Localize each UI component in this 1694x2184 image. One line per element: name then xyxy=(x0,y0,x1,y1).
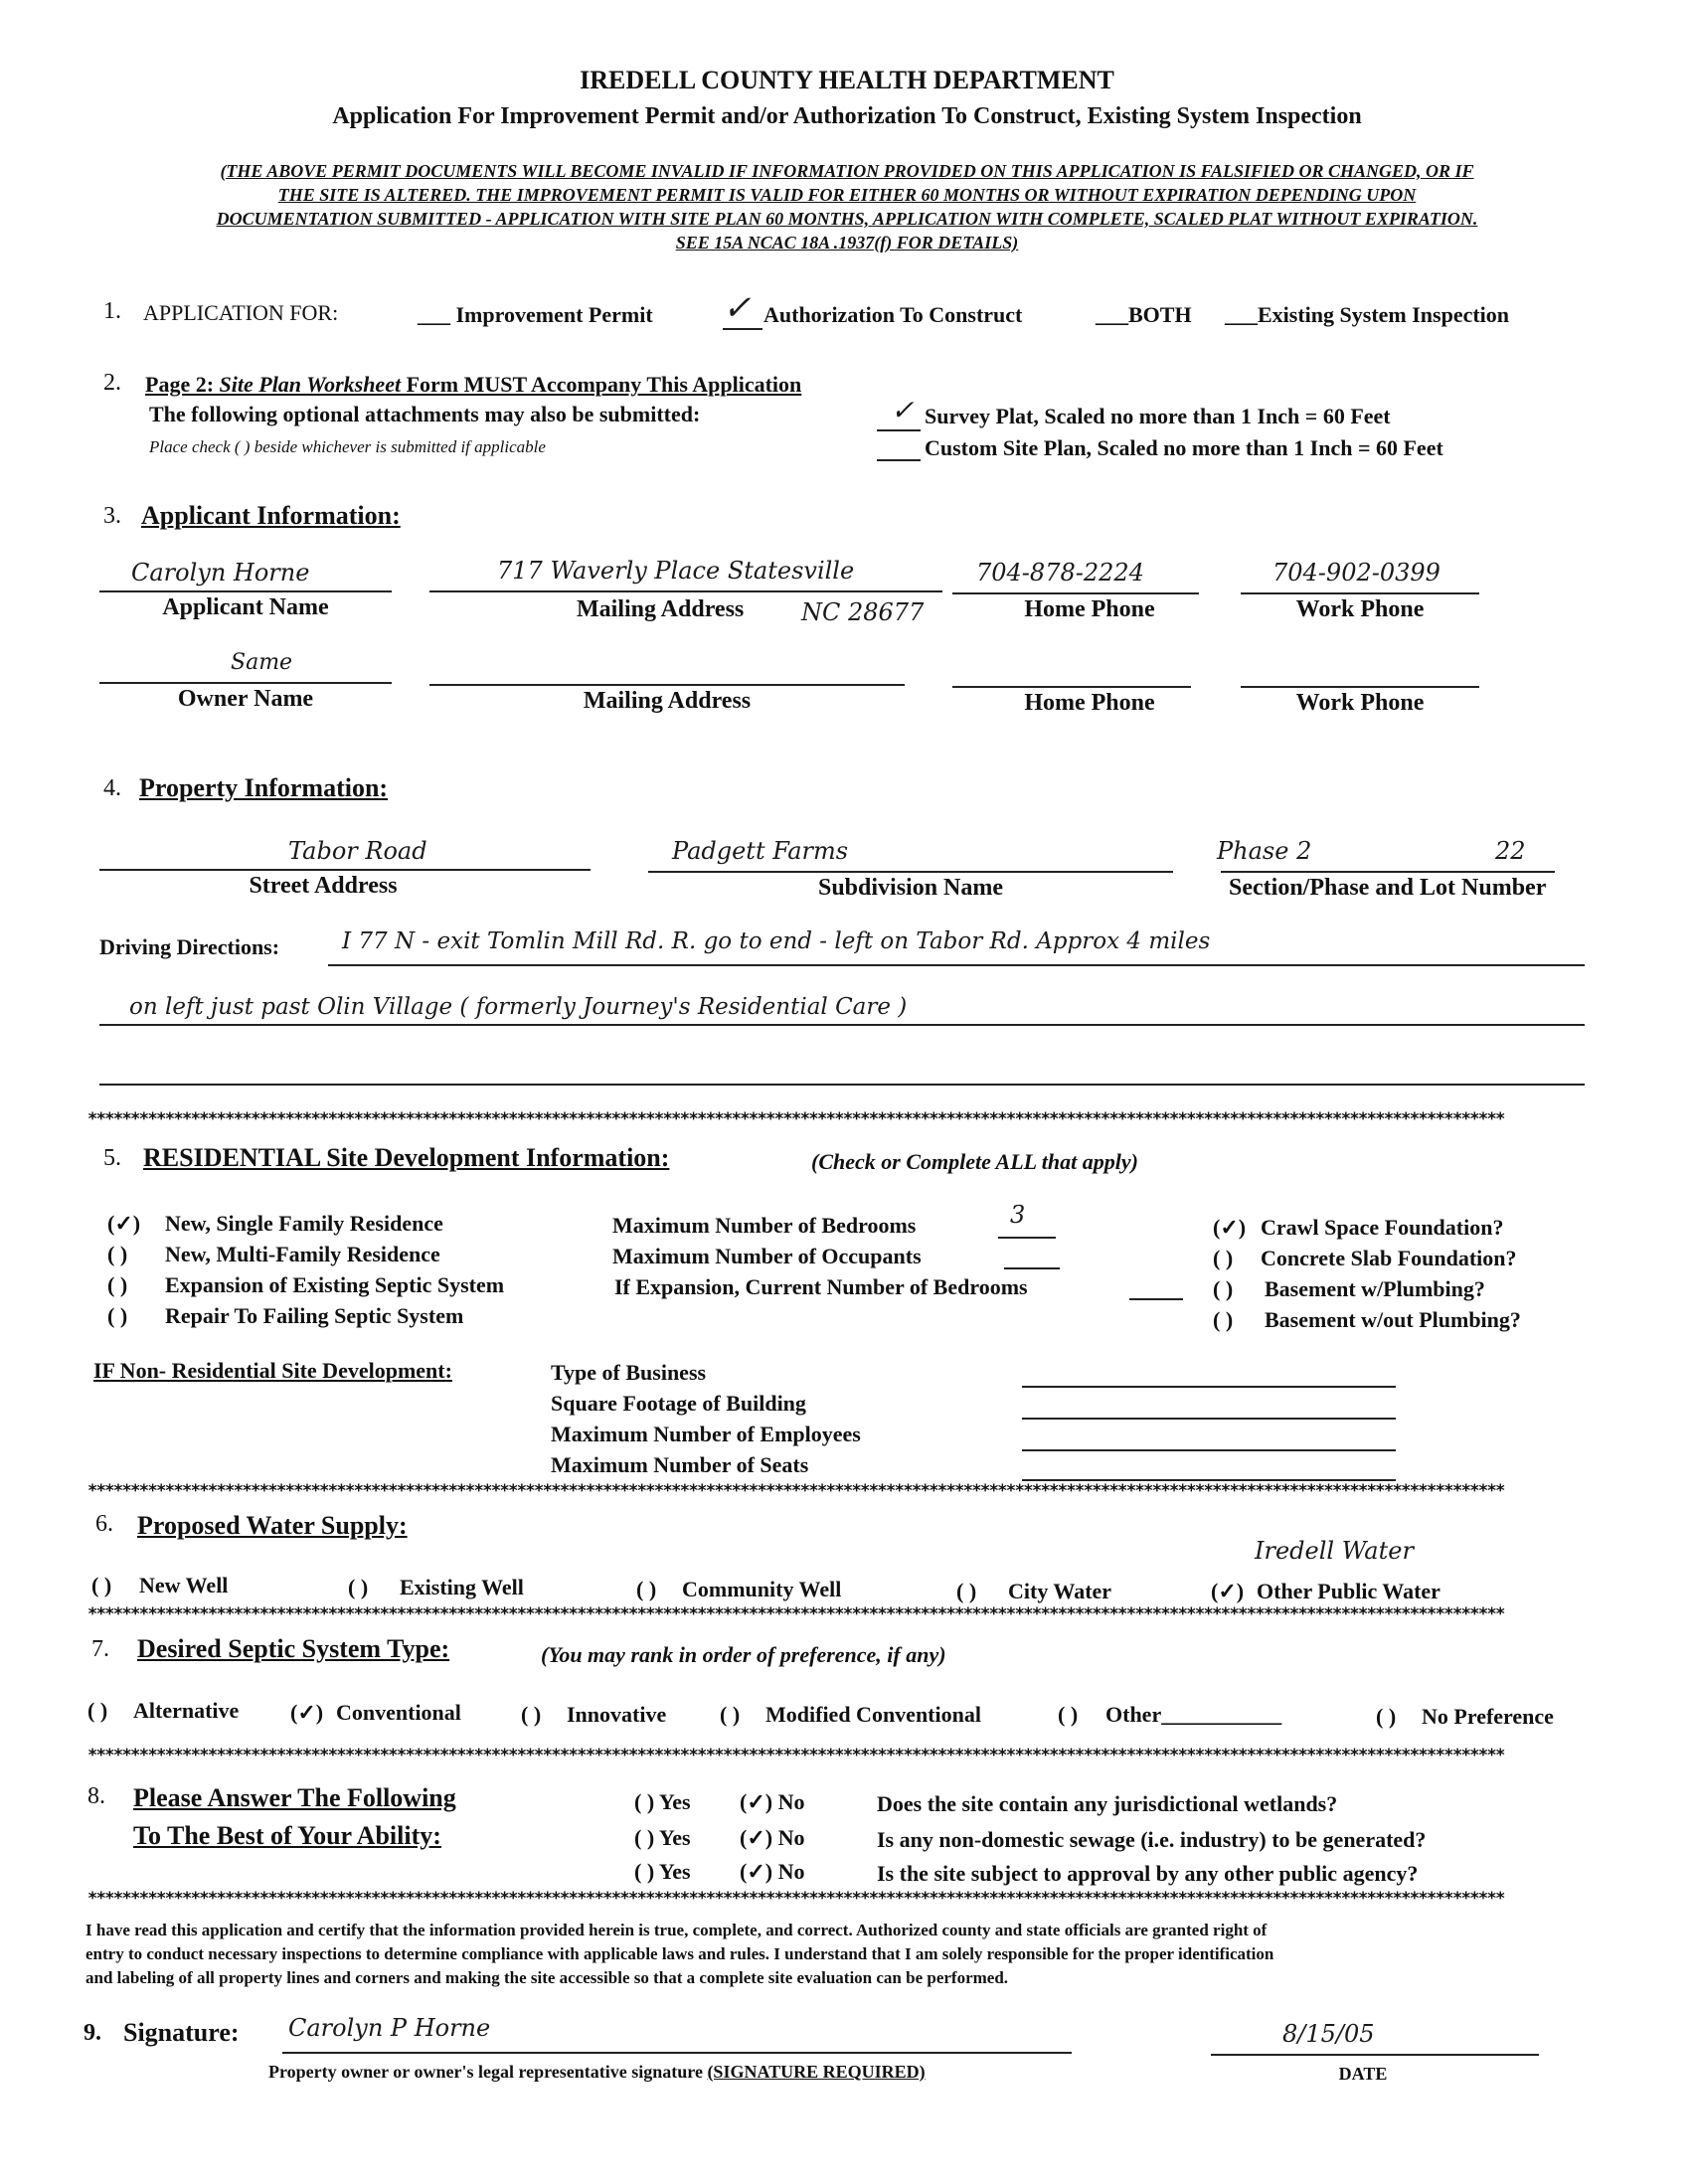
section-phase-lot-label: Section/Phase and Lot Number xyxy=(1229,875,1547,901)
subdivision-label: Subdivision Name xyxy=(817,875,1004,901)
mailing-address-label: Mailing Address xyxy=(577,596,745,622)
owner-home-phone-label: Home Phone xyxy=(1024,690,1155,716)
owner-name-value[interactable]: Same xyxy=(231,650,293,675)
home-phone-value[interactable]: 704-878-2224 xyxy=(976,559,1144,587)
notice-line-3: DOCUMENTATION SUBMITTED - APPLICATION WITH SITE PLAN 60 MONTHS, APPLICATION WITH COMPLETE, SCALED PLAT WITHOUT EXPIRATION. xyxy=(216,209,1478,229)
water-option-mark[interactable]: ( ) xyxy=(956,1579,977,1603)
lot-number-value[interactable]: 22 xyxy=(1495,837,1526,865)
foundation-label: Crawl Space Foundation? xyxy=(1261,1215,1504,1240)
water-option-mark[interactable]: ( ) xyxy=(348,1575,369,1599)
max-employees-label: Maximum Number of Employees xyxy=(551,1422,861,1446)
directions-line-1[interactable]: I 77 N - exit Tomlin Mill Rd. R. go to end - left on Tabor Rd. Approx 4 miles xyxy=(342,928,1211,954)
foundation-mark[interactable]: (✓) xyxy=(1213,1215,1247,1240)
owner-work-phone-label: Work Phone xyxy=(1295,690,1425,716)
section-2-number: 2. xyxy=(103,370,121,396)
survey-plat-label: Survey Plat, Scaled no more than 1 Inch = 60 Feet xyxy=(925,404,1391,428)
applicant-info-heading: Applicant Information: xyxy=(141,501,401,530)
septic-option-mark[interactable]: ( ) xyxy=(1058,1702,1079,1727)
question-public-agency: Is the site subject to approval by any other public agency? xyxy=(877,1861,1419,1886)
questions-heading-1: Please Answer The Following xyxy=(133,1783,456,1812)
separator: ********************************************************************************************************************************************************************* xyxy=(87,1746,1504,1765)
res-option-label: Expansion of Existing Septic System xyxy=(165,1272,505,1297)
no-option[interactable]: (✓) No xyxy=(740,1825,805,1850)
notice-line-1: (THE ABOVE PERMIT DOCUMENTS WILL BECOME INVALID IF INFORMATION PROVIDED ON THIS APPLICATION IS FALSIFIED OR CHANGED, OR IF xyxy=(220,161,1474,181)
section-5-number: 5. xyxy=(103,1145,121,1171)
septic-option-label: No Preference xyxy=(1422,1704,1554,1729)
water-supply-heading: Proposed Water Supply: xyxy=(137,1511,408,1540)
certify-line-2: entry to conduct necessary inspections to determine compliance with applicable laws and rules. I understand that I am solely responsible for the proper identification xyxy=(85,1944,1274,1963)
question-wetlands: Does the site contain any jurisdictional wetlands? xyxy=(877,1791,1338,1816)
res-option-mark[interactable]: (✓) xyxy=(107,1211,141,1236)
property-info-heading: Property Information: xyxy=(139,773,389,802)
foundation-mark[interactable]: ( ) xyxy=(1213,1246,1234,1270)
water-option-label: City Water xyxy=(1008,1579,1112,1603)
max-seats-label: Maximum Number of Seats xyxy=(551,1452,809,1477)
section-1-number: 1. xyxy=(103,298,121,324)
questions-heading-2: To The Best of Your Ability: xyxy=(133,1821,441,1850)
applicant-name-label: Applicant Name xyxy=(162,594,329,620)
septic-option-mark[interactable]: ( ) xyxy=(87,1698,108,1723)
check-survey-plat[interactable]: ✓ xyxy=(891,394,915,426)
option-improvement-permit[interactable]: ___ Improvement Permit xyxy=(418,302,653,327)
date-label: DATE xyxy=(1338,2064,1388,2084)
water-option-mark[interactable]: (✓) xyxy=(1211,1579,1245,1603)
section-3-number: 3. xyxy=(103,503,121,529)
non-residential-label: IF Non- Residential Site Development: xyxy=(93,1358,452,1383)
section-6-number: 6. xyxy=(95,1511,113,1537)
max-bedrooms-label: Maximum Number of Bedrooms xyxy=(612,1213,917,1238)
septic-option-label: Alternative xyxy=(133,1698,240,1723)
section-4-number: 4. xyxy=(103,775,121,801)
section-8-number: 8. xyxy=(87,1783,105,1809)
option-authorization-to-construct[interactable]: Authorization To Construct xyxy=(763,302,1023,327)
home-phone-label: Home Phone xyxy=(1024,596,1155,622)
foundation-label: Concrete Slab Foundation? xyxy=(1261,1246,1517,1270)
max-bedrooms-value[interactable]: 3 xyxy=(1010,1201,1026,1229)
applicant-name-value[interactable]: Carolyn Horne xyxy=(131,559,310,587)
septic-option-mark[interactable]: (✓) xyxy=(290,1700,324,1725)
mailing-address-value[interactable]: 717 Waverly Place Statesville xyxy=(497,557,855,585)
res-option-mark[interactable]: ( ) xyxy=(107,1242,128,1266)
driving-directions-label: Driving Directions: xyxy=(99,934,280,959)
septic-option-label: Conventional xyxy=(336,1700,461,1725)
septic-option-mark[interactable]: ( ) xyxy=(720,1702,741,1727)
subdivision-value[interactable]: Padgett Farms xyxy=(672,837,849,865)
residential-note: (Check or Complete ALL that apply) xyxy=(811,1149,1138,1174)
water-option-mark[interactable]: ( ) xyxy=(636,1577,657,1601)
date-value[interactable]: 8/15/05 xyxy=(1282,2020,1375,2048)
street-address-value[interactable]: Tabor Road xyxy=(288,837,427,865)
signature-label: Signature: xyxy=(123,2018,240,2047)
separator: ********************************************************************************************************************************************************************* xyxy=(87,1481,1504,1501)
water-option-mark[interactable]: ( ) xyxy=(91,1573,112,1597)
foundation-label: Basement w/out Plumbing? xyxy=(1265,1307,1521,1332)
section-7-number: 7. xyxy=(91,1636,109,1662)
phase-value[interactable]: Phase 2 xyxy=(1217,837,1312,865)
separator: ********************************************************************************************************************************************************************* xyxy=(87,1604,1504,1624)
certify-line-1: I have read this application and certify that the information provided herein is true, complete, and correct. Authorized county and state officials are granted right of xyxy=(85,1921,1268,1939)
res-option-label: New, Multi-Family Residence xyxy=(165,1242,440,1266)
expansion-bedrooms-label: If Expansion, Current Number of Bedrooms xyxy=(614,1274,1028,1299)
check-authorization[interactable]: ✓ xyxy=(723,288,752,328)
foundation-mark[interactable]: ( ) xyxy=(1213,1276,1234,1301)
water-option-label: New Well xyxy=(139,1573,229,1597)
yes-option[interactable]: ( ) Yes xyxy=(634,1825,691,1850)
signature-caption: Property owner or owner's legal representative signature (SIGNATURE REQUIRED) xyxy=(268,2062,926,2082)
site-plan-heading: Page 2: Site Plan Worksheet Form MUST Accompany This Application xyxy=(145,372,802,397)
work-phone-value[interactable]: 704-902-0399 xyxy=(1272,559,1440,587)
work-phone-label: Work Phone xyxy=(1295,596,1425,622)
water-option-label: Community Well xyxy=(682,1577,842,1601)
other-water-value[interactable]: Iredell Water xyxy=(1255,1537,1414,1565)
question-sewage: Is any non-domestic sewage (i.e. industry) to be generated? xyxy=(877,1827,1427,1852)
no-option[interactable]: (✓) No xyxy=(740,1789,805,1814)
type-of-business-label: Type of Business xyxy=(551,1360,707,1385)
max-occupants-label: Maximum Number of Occupants xyxy=(612,1244,922,1268)
owner-mailing-address-label: Mailing Address xyxy=(583,688,752,714)
place-check-note: Place check ( ) beside whichever is submitted if applicable xyxy=(149,437,546,456)
septic-option-mark[interactable]: ( ) xyxy=(1376,1704,1397,1729)
separator: ********************************************************************************************************************************************************************* xyxy=(87,1109,1504,1129)
foundation-label: Basement w/Plumbing? xyxy=(1265,1276,1485,1301)
street-address-label: Street Address xyxy=(249,873,398,899)
application-for-label: APPLICATION FOR: xyxy=(143,300,339,325)
square-footage-label: Square Footage of Building xyxy=(551,1391,806,1416)
yes-option[interactable]: ( ) Yes xyxy=(634,1859,691,1884)
option-existing-system-inspection[interactable]: ___Existing System Inspection xyxy=(1225,302,1510,327)
septic-option-label: Modified Conventional xyxy=(765,1702,981,1727)
section-9-number: 9. xyxy=(84,2020,101,2046)
septic-type-heading: Desired Septic System Type: xyxy=(137,1634,450,1663)
option-both[interactable]: ___BOTH xyxy=(1096,302,1192,327)
notice-line-2: THE SITE IS ALTERED. THE IMPROVEMENT PERMIT IS VALID FOR EITHER 60 MONTHS OR WITHOUT EXPIRATION DEPENDING UPON xyxy=(277,185,1417,205)
septic-option-label: Innovative xyxy=(567,1702,667,1727)
res-option-mark[interactable]: ( ) xyxy=(107,1272,128,1297)
septic-option-label: Other___________ xyxy=(1105,1702,1282,1727)
res-option-label: Repair To Failing Septic System xyxy=(165,1303,464,1328)
water-option-label: Other Public Water xyxy=(1257,1579,1440,1603)
residential-heading: RESIDENTIAL Site Development Information: xyxy=(143,1143,670,1172)
septic-option-mark[interactable]: ( ) xyxy=(521,1702,542,1727)
water-option-label: Existing Well xyxy=(400,1575,524,1599)
yes-option[interactable]: ( ) Yes xyxy=(634,1789,691,1814)
owner-name-label: Owner Name xyxy=(177,686,314,712)
directions-line-2[interactable]: on left just past Olin Village ( formerly Journey's Residential Care ) xyxy=(129,994,908,1020)
form-title: IREDELL COUNTY HEALTH DEPARTMENT xyxy=(580,66,1114,94)
notice-line-4: SEE 15A NCAC 18A .1937(f) FOR DETAILS) xyxy=(675,233,1019,252)
no-option[interactable]: (✓) No xyxy=(740,1859,805,1884)
septic-type-note: (You may rank in order of preference, if any) xyxy=(541,1642,946,1667)
res-option-mark[interactable]: ( ) xyxy=(107,1303,128,1328)
foundation-mark[interactable]: ( ) xyxy=(1213,1307,1234,1332)
custom-site-plan-label: Custom Site Plan, Scaled no more than 1 Inch = 60 Feet xyxy=(925,435,1443,460)
signature-value[interactable]: Carolyn P Horne xyxy=(288,2014,491,2042)
form-subtitle: Application For Improvement Permit and/or Authorization To Construct, Existing System Inspection xyxy=(332,103,1362,129)
mailing-address-value-2[interactable]: NC 28677 xyxy=(801,598,925,626)
separator: ********************************************************************************************************************************************************************* xyxy=(87,1889,1504,1909)
optional-attachments-text: The following optional attachments may also be submitted: xyxy=(149,402,701,426)
certify-line-3: and labeling of all property lines and corners and making the site accessible so that a complete site evaluation can be performed. xyxy=(85,1968,1009,1987)
res-option-label: New, Single Family Residence xyxy=(165,1211,443,1236)
